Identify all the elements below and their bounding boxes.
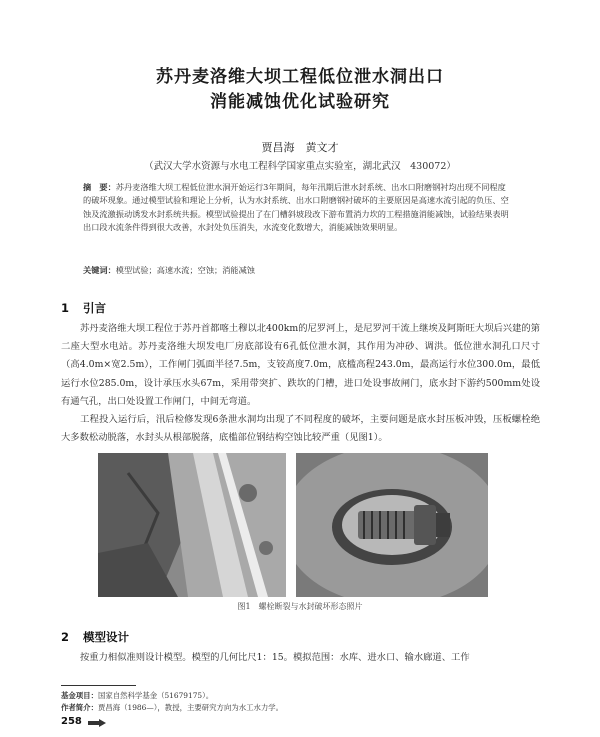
abstract [83, 181, 513, 234]
gate-damage-image [98, 453, 286, 597]
footnote-funding [61, 690, 531, 701]
paragraph-intro [61, 320, 540, 411]
photo-gate-damage [98, 453, 286, 597]
page-arrow-icon [88, 719, 106, 727]
keywords-label: 关键词： [83, 265, 116, 275]
paper-title-line1: 苏丹麦洛维大坝工程低位泄水洞出口 [156, 67, 444, 87]
photo-broken-bolt [296, 453, 488, 597]
paper-title-line2: 消能减蚀优化试验研究 [210, 92, 390, 112]
footnote-author-text: 贾昌海（1986—），教授，主要研究方向为水工水力学。 [97, 703, 284, 712]
footnote-author-label: 作者简介： [61, 703, 98, 712]
footnote-funding-text: 国家自然科学基金（51679175）。 [97, 691, 214, 700]
affiliation: （武汉大学水资源与水电工程科学国家重点实验室，湖北武汉 430072） [144, 161, 456, 172]
paragraph-damage [61, 411, 540, 447]
section-number-1: 1 [61, 301, 70, 315]
footnote-rule [61, 685, 136, 686]
section-title-2: 模型设计 [83, 630, 129, 644]
paragraph-damage-text: 工程投入运行后，汛后检修发现6条泄水洞均出现了不同程度的破坏，主要问题是底水封压板冲毁，压板螺栓绝大多数松动脱落，水封头从根部脱落，底槛部位钢结构空蚀比较严重（见图1）。 [61, 414, 540, 444]
abstract-text: 苏丹麦洛维大坝工程低位泄水洞开始运行3年期间，每年汛期后泄水封系统、出水口附磨钢衬均出现不同程度的破坏现象。通过模型试验和理论上分析，认为水封系统、出水口附磨钢衬破坏的主要原因是高速水流引起的负压、空蚀及流激振动诱发水封系统共振。模型试验提出了在门槽斜坡段改下游布置消力坎的工程措施消能减蚀，试验结果表明出口段水流条件得到很大改善，水封处负压消失，水流变化数增大，消能减蚀效果明显。 [83, 182, 509, 232]
abstract-label: 摘 要： [83, 182, 116, 192]
section-number-2: 2 [61, 630, 70, 644]
paragraph-model-text: 按重力相似准则设计模型。模型的几何比尺1：15。模拟范围：水库、进水口、输水廊道、工作 [80, 652, 470, 663]
authors: 贾昌海 黄文才 [261, 141, 339, 154]
keywords-text: 模型试验；高速水流；空蚀；消能减蚀 [115, 265, 255, 275]
paragraph-model [61, 649, 540, 667]
section-heading-2 [61, 629, 129, 645]
section-heading-1 [61, 300, 106, 316]
paragraph-intro-text: 苏丹麦洛维大坝工程位于苏丹首都喀土穆以北400km的尼罗河上，是尼罗河干流上继埃及阿斯旺大坝后兴建的第二座大型水电站。苏丹麦洛维大坝发电厂房底部设有6孔低位泄水洞，其作用为冲砂、调洪。低位泄水洞孔口尺寸（高4.0m×宽2.5m），工作闸门弧面半径7.5m，支铰高度7.0m，底槛高程243.0m，最高运行水位300.0m，最低运行水位285.0m，设计承压水头67m，采用带突扩、跌坎的门槽，进口处设事故闸门，底水封下游约500mm处设有通气孔，出口处设置工作闸门，中间无弯道。 [61, 323, 540, 407]
footnote-author [61, 702, 531, 713]
keywords [83, 265, 513, 276]
section-title-1: 引言 [83, 301, 106, 315]
footnote-funding-label: 基金项目： [61, 691, 98, 700]
broken-bolt-image [296, 453, 488, 597]
page-number: 258 [61, 716, 82, 727]
figure-caption: 图1 螺栓断裂与水封破坏形态照片 [237, 602, 363, 611]
